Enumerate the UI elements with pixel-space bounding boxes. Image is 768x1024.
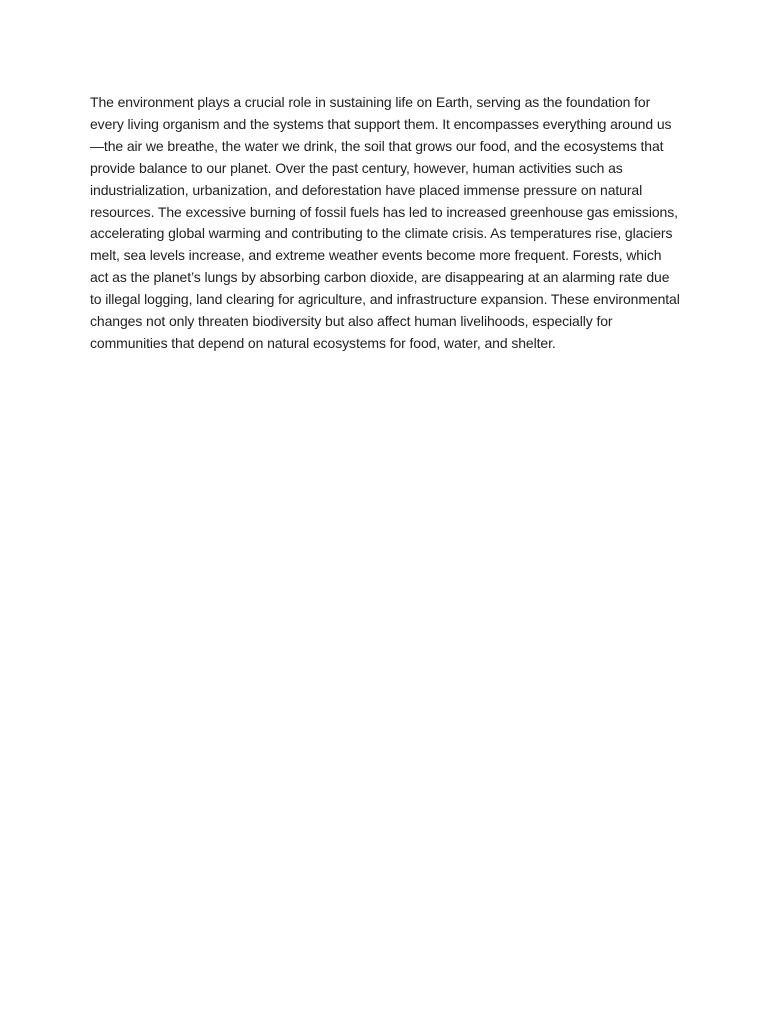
body-paragraph: The environment plays a crucial role in sustaining life on Earth, serving as the foundation for every living organism and the systems that support them. It encompasses everything around us—the air we breathe, the water we drink, the soil that grows our food, and the ecosystems that provide balance to our planet. Over the past century, however, human activities such as industrialization, urbanization, and deforestation have placed immense pressure on natural resources. The excessive burning of fossil fuels has led to increased greenhouse gas emissions, accelerating global warming and contributing to the climate crisis. As temperatures rise, glaciers melt, sea levels increase, and extreme weather events become more frequent. Forests, which act as the planet’s lungs by absorbing carbon dioxide, are disappearing at an alarming rate due to illegal logging, land clearing for agriculture, and infrastructure expansion. These environmental changes not only threaten biodiversity but also affect human livelihoods, especially for communities that depend on natural ecosystems for food, water, and shelter. <box>90 94 680 351</box>
